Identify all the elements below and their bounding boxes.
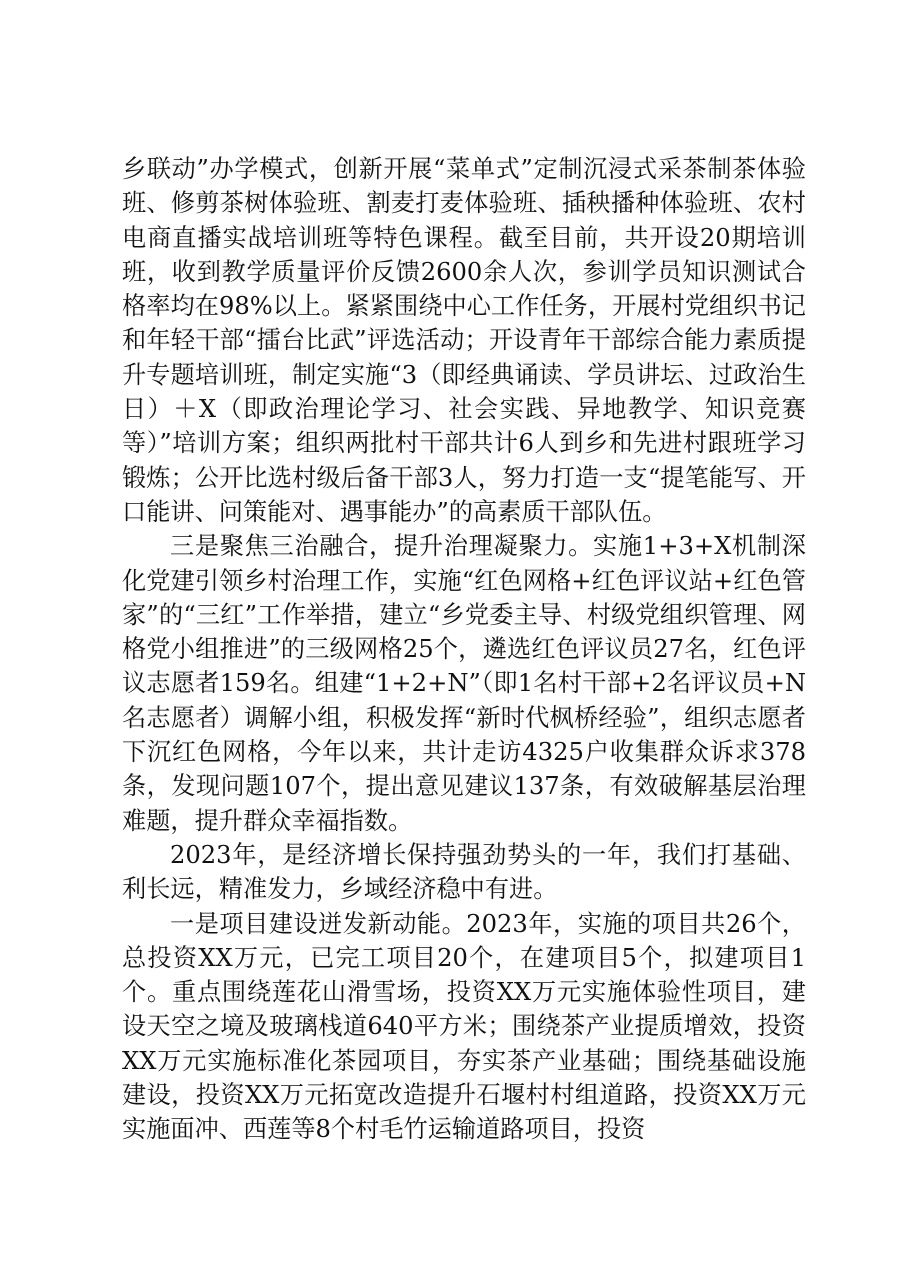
paragraph-governance: 三是聚焦三治融合，提升治理凝聚力。实施1+3+X机制深化党建引领乡村治理工作，实施“红色网格+红色评议站+红色管家”的“三红”工作举措，建立“乡党委主导、村级党组织管理、网格党小组推进”的三级网格25个，遴选红色评议员27名，红色评议志愿者159名。组建“1+2+N”（即1名村干部+2名评议员+N名志愿者）调解小组，积极发挥“新时代枫桥经验”，组织志愿者下沉红色网格，今年以来，共计走访4325户收集群众诉求378条，发现问题107个，提出意见建议137条，有效破解基层治理难题，提升群众幸福指数。 [122, 532, 806, 835]
document-body [122, 152, 806, 1147]
paragraph-economy-intro: 2023年，是经济增长保持强劲势头的一年，我们打基础、利长远，精准发力，乡域经济稳中有进。 [122, 840, 806, 904]
paragraph-project-construction: 一是项目建设迸发新动能。2023年，实施的项目共26个，总投资XX万元，已完工项目20个，在建项目5个，拟建项目1个。重点围绕莲花山滑雪场，投资XX万元实施体验性项目，建设天空之境及玻璃栈道640平方米；围绕茶产业提质增效，投资XX万元实施标准化茶园项目，夯实茶产业基础；围绕基础设施建设，投资XX万元拓宽改造提升石堰村村组道路，投资XX万元实施面冲、西莲等8个村毛竹运输道路项目，投资 [122, 909, 806, 1144]
paragraph-training-programs: 乡联动”办学模式，创新开展“菜单式”定制沉浸式采茶制茶体验班、修剪茶树体验班、割麦打麦体验班、插秧播种体验班、农村电商直播实战培训班等特色课程。截至目前，共开设20期培训班，收到教学质量评价反馈2600余人次，参训学员知识测试合格率均在98%以上。紧紧围绕中心工作任务，开展村党组织书记和年轻干部“擂台比武”评选活动；开设青年干部综合能力素质提升专题培训班，制定实施“3（即经典诵读、学员讲坛、过政治生日）＋X（即政治理论学习、社会实践、异地教学、知识竞赛等）”培训方案；组织两批村干部共计6人到乡和先进村跟班学习锻炼；公开比选村级后备干部3人，努力打造一支“提笔能写、开口能讲、问策能对、遇事能办”的高素质干部队伍。 [122, 155, 806, 526]
